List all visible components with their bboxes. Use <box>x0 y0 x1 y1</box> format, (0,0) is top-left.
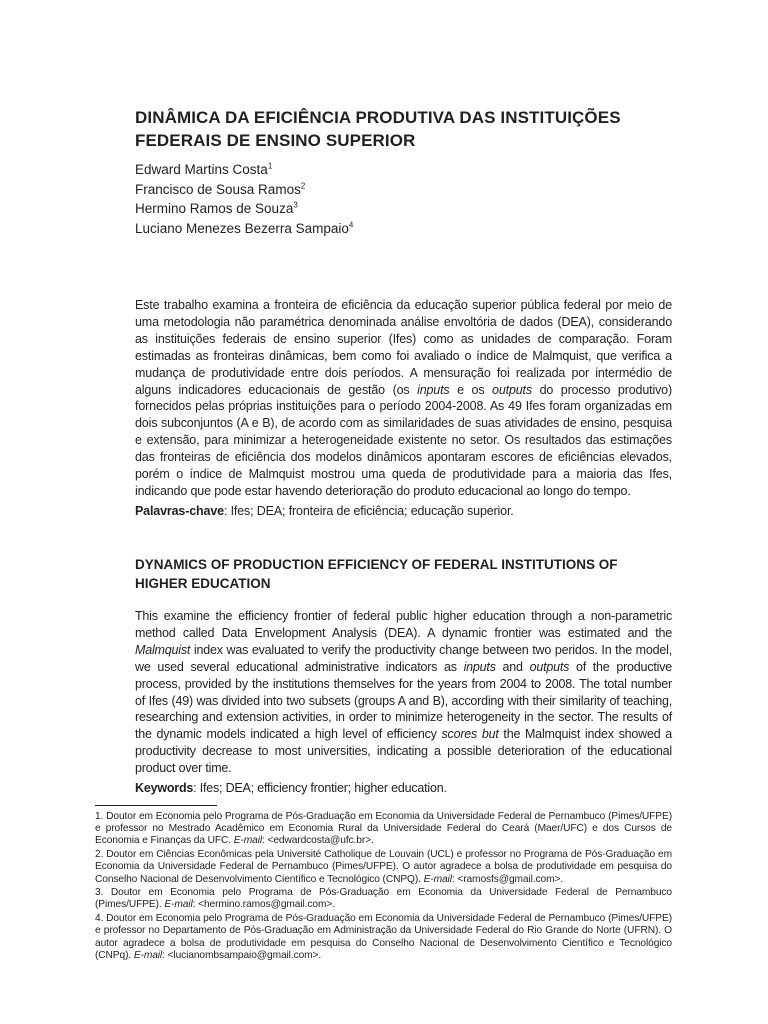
title-line-2: FEDERAIS DE ENSINO SUPERIOR <box>135 131 416 150</box>
article-title-english <box>135 555 672 593</box>
footnote-item <box>95 913 672 962</box>
abstract-english <box>135 608 672 797</box>
footnote-text: 1. Doutor em Economia pelo Programa de Pós-Graduação em Economia da Universidade Federal de Pernambuco (Pimes/UFPE) e professor no Mestrado Acadêmico em Economia Rural da Universidade Federal do Ceará (Maer/UFC) e dos Cursos de Economia e Finanças da UFC. <box>95 811 672 847</box>
email-address: : <hermino.ramos@gmail.com>. <box>192 899 335 911</box>
author-name: Hermino Ramos de Souza <box>135 201 294 216</box>
author-item <box>135 180 353 200</box>
email-label: E-mail <box>423 873 452 885</box>
email-label: E-mail <box>233 835 263 847</box>
author-list <box>135 160 353 238</box>
abstract-italic: inputs <box>417 382 450 397</box>
email-label: E-mail <box>133 949 163 961</box>
footnotes <box>95 811 672 963</box>
abstract-italic: outputs <box>492 382 532 397</box>
keywords-english <box>135 780 672 797</box>
abstract-text: the Malmquist index showed a productivity decrease to most universities, indicating a possible deterioration of the educational product over time. <box>135 727 672 776</box>
author-footnote-marker: 4 <box>348 220 354 229</box>
abstract-text: of the productive process, provided by the institutions themselves for the years from 2004 to 2008. The total number of Ifes (49) was divided into two subsets (groups A and B), according with their similarity of teaching, researching and extension activities, in order to minimize heterogeneity in the sector. The results of the dynamic models indicated a high level of efficiency <box>135 659 672 742</box>
author-footnote-marker: 3 <box>293 200 298 210</box>
keywords-label: Palavras-chave <box>135 503 224 518</box>
abstract-text: Este trabalho examina a fronteira de eficiência da educação superior pública federal por meio de uma metodologia não paramétrica denominada análise envoltória de dados (DEA), considerando as instituições federais de ensino superior (Ifes) como as unidades de comparação. Foram estimadas as fronteiras dinâmicas, bem como foi avaliado o índice de Malmquist, que verifica a mudança de produtividade entre dois períodos. A mensuração foi realizada por intermédio de alguns indicadores educacionais de gestão (os <box>135 298 672 397</box>
author-name: Francisco de Sousa Ramos <box>135 181 301 197</box>
article-title-portuguese <box>135 106 655 152</box>
title-line-1: DINÂMICA DA EFICIÊNCIA PRODUTIVA DAS INSTITUIÇÕES <box>135 108 621 127</box>
author-item <box>135 199 353 219</box>
abstract-italic: inputs <box>463 659 496 674</box>
email-label: E-mail <box>164 899 193 911</box>
author-item <box>135 160 353 180</box>
abstract-italic: scores but <box>441 727 499 742</box>
keywords-label: Keywords <box>135 781 194 796</box>
abstract-text: e os <box>449 382 493 397</box>
footnote-text: 2. Doutor em Ciências Econômicas pela Université Catholique de Louvain (UCL) e professor no Programa de Pós-Graduação em Economia da Universidade Federal de Pernambuco (Pimes/UFPE). O autor agradece a bolsa de produtividade em pesquisa do Conselho Nacional de Desenvolvimento Científico e Tecnológico (CNPQ). <box>95 849 672 885</box>
abstract-paragraph <box>135 608 672 777</box>
author-name: Luciano Menezes Bezerra Sampaio <box>135 220 349 236</box>
author-item <box>135 219 353 239</box>
author-name: Edward Martins Costa <box>135 162 268 177</box>
author-footnote-marker: 1 <box>267 161 273 171</box>
abstract-italic: outputs <box>529 659 570 674</box>
footnote-item <box>95 811 672 848</box>
title-line-1: DYNAMICS OF PRODUCTION EFFICIENCY OF FEDERAL INSTITUTIONS OF <box>135 557 618 572</box>
title-line-2: HIGHER EDUCATION <box>135 576 271 591</box>
footnote-text: 3. Doutor em Economia pelo Programa de Pós-Graduação em Economia da Universidade Federal de Pernambuco (Pimes/UFPE). <box>95 887 672 911</box>
abstract-portuguese <box>135 297 672 520</box>
footnote-text: 4. Doutor em Economia pelo Programa de Pós-Graduação em Economia da Universidade Federal de Pernambuco (Pimes/UFPE) e professor no Departamento de Pós-Graduação em Administração da Universidade Federal do Rio Grande do Norte (UFRN). O autor agradece a bolsa de produtividade em pesquisa do Conselho Nacional de Desenvolvimento Científico e Tecnológico (CNPq). <box>95 913 672 961</box>
abstract-paragraph <box>135 297 672 500</box>
email-address: : <edwardcosta@ufc.br>. <box>262 835 374 847</box>
email-address: : <lucianombsampaio@gmail.com>. <box>162 949 322 961</box>
keywords-portuguese <box>135 503 672 520</box>
email-address: : <ramosfs@gmail.com>. <box>451 873 564 885</box>
abstract-text: This examine the efficiency frontier of federal public higher education through a non-parametric method called Data Envelopment Analysis (DEA). A dynamic frontier was estimated and the <box>135 609 672 640</box>
footnote-item <box>95 849 672 886</box>
abstract-italic: Malmquist <box>135 642 191 657</box>
keywords-list: : Ifes; DEA; fronteira de eficiência; educação superior. <box>223 503 514 518</box>
author-footnote-marker: 2 <box>300 181 306 190</box>
footnote-divider <box>95 805 217 806</box>
abstract-text: index was evaluated to verify the productivity change between two peridos. In the model, we used several educational administrative indicators as <box>135 642 672 674</box>
footnote-item <box>95 887 672 911</box>
abstract-text: and <box>495 659 530 674</box>
keywords-list: : Ifes; DEA; efficiency frontier; higher education. <box>193 781 447 796</box>
abstract-text: do processo produtivo) fornecidos pelas próprias instituições para o período 2004-2008. As 49 Ifes foram organizadas em dois subconjuntos (A e B), de acordo com as similaridades de suas atividades de ensino, pesquisa e extensão, para minimizar a heterogeneidade existente no setor. Os resultados das estimações das fronteiras de eficiência dos modelos dinâmicos apontaram escores de eficiências elevados, porém o índice de Malmquist mostrou uma queda de produtividade para a maioria das Ifes, indicando que pode estar havendo deterioração do produto educacional ao longo do tempo. <box>135 382 672 498</box>
